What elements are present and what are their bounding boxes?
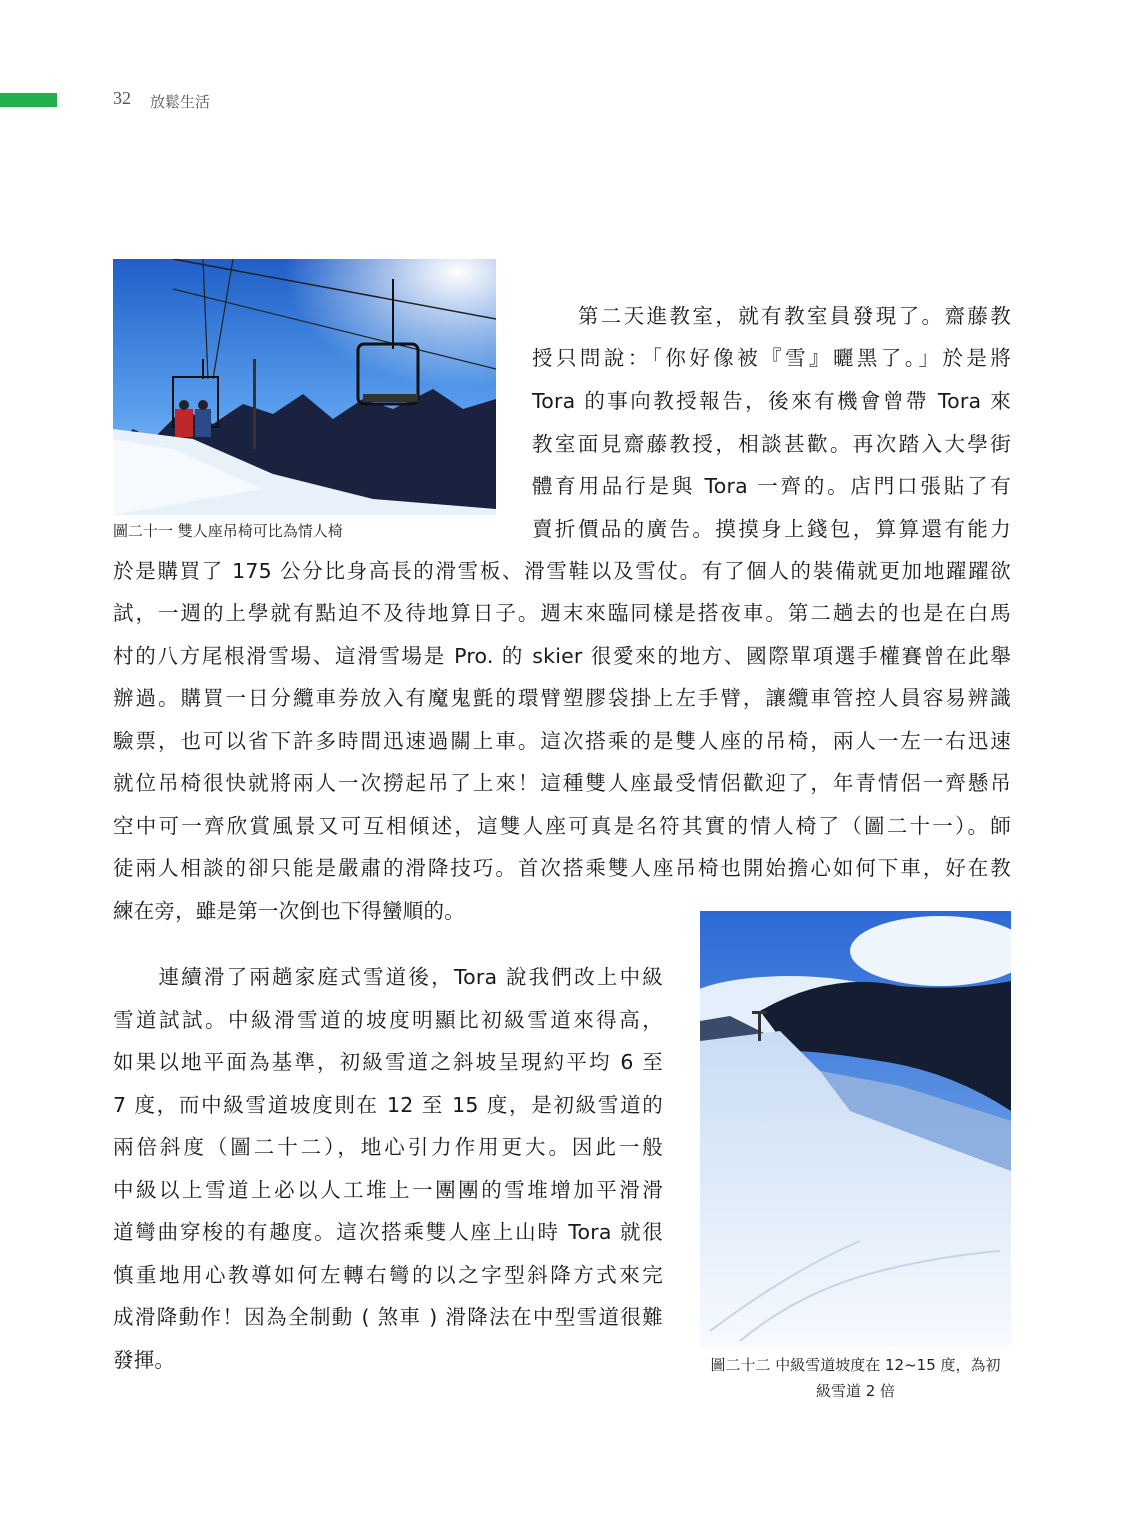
body-text-line: 於是購買了 175 公分比身高長的滑雪板、滑雪鞋以及雪仗。有了個人的裝備就更加地躍躍欲 [113,559,1011,583]
ski-slope-photo [700,911,1011,1347]
body-text-line: 授只問說：「你好像被『雪』曬黑了。」於是將 [532,346,1011,370]
body-text-line: 試，一週的上學就有點迫不及待地算日子。週末來臨同樣是搭夜車。第二趟去的也是在白馬 [113,601,1011,625]
figure-22-caption-line-2: 級雪道 2 倍 [815,1382,896,1400]
body-text-line: 第二天進教室，就有教室員發現了。齋藤教 [532,304,1011,328]
body-text-line: 教室面見齋藤教授，相談甚歡。再次踏入大學街 [532,432,1011,456]
body-text-line: 賣折價品的廣告。摸摸身上錢包，算算還有能力 [532,517,1011,541]
body-text-line: Tora 的事向教授報告，後來有機會曾帶 Tora 來 [532,389,1011,413]
body-text-line: 發揮。 [113,1348,176,1372]
body-text-line: 連續滑了兩趟家庭式雪道後，Tora 說我們改上中級 [113,965,663,989]
body-text-line: 道彎曲穿梭的有趣度。這次搭乘雙人座上山時 Tora 就很 [113,1220,663,1244]
body-text-line: 中級以上雪道上必以人工堆上一團團的雪堆增加平滑滑 [113,1178,663,1202]
body-text-line: 練在旁，雖是第一次倒也下得蠻順的。 [113,899,465,923]
body-text-line: 成滑降動作！因為全制動 ( 煞車 ) 滑降法在中型雪道很難 [113,1305,663,1329]
body-text-line: 兩倍斜度（圖二十二），地心引力作用更大。因此一般 [113,1135,663,1159]
section-title: 放鬆生活 [150,93,211,111]
body-text-line: 體育用品行是與 Tora 一齊的。店門口張貼了有 [532,474,1011,498]
figure-22-caption-line-1: 圖二十二 中級雪道坡度在 12~15 度，為初 [710,1356,1001,1374]
body-text-line: 7 度，而中級雪道坡度則在 12 至 15 度，是初級雪道的 [113,1093,663,1117]
body-text-line: 驗票，也可以省下許多時間迅速過關上車。這次搭乘的是雙人座的吊椅，兩人一左一右迅速 [113,729,1011,753]
body-text-line: 就位吊椅很快就將兩人一次撈起吊了上來！這種雙人座最受情侶歡迎了，年青情侶一齊懸吊 [113,771,1011,795]
figure-21-caption: 圖二十一 雙人座吊椅可比為情人椅 [113,522,343,540]
page-number: 32 [113,88,131,108]
figure-22-caption [700,1352,1011,1404]
body-text-line: 徒兩人相談的卻只能是嚴肅的滑降技巧。首次搭乘雙人座吊椅也開始擔心如何下車，好在教 [113,856,1011,880]
body-text-line: 辦過。購買一日分纜車券放入有魔鬼氈的環臂塑膠袋掛上左手臂，讓纜車管控人員容易辨識 [113,686,1011,710]
section-color-bar [0,93,57,107]
body-text-line: 空中可一齊欣賞風景又可互相傾述，這雙人座可真是名符其實的情人椅了（圖二十一）。師 [113,814,1011,838]
chairlift-photo [113,259,496,515]
body-text-line: 慎重地用心教導如何左轉右彎的以之字型斜降方式來完 [113,1263,663,1287]
body-text-line: 如果以地平面為基準，初級雪道之斜坡呈現約平均 6 至 [113,1050,663,1074]
body-text-line: 雪道試試。中級滑雪道的坡度明顯比初級雪道來得高， [113,1008,663,1032]
body-text-line: 村的八方尾根滑雪場、這滑雪場是 Pro. 的 skier 很愛來的地方、國際單項選手權賽曾在此舉 [113,644,1011,668]
